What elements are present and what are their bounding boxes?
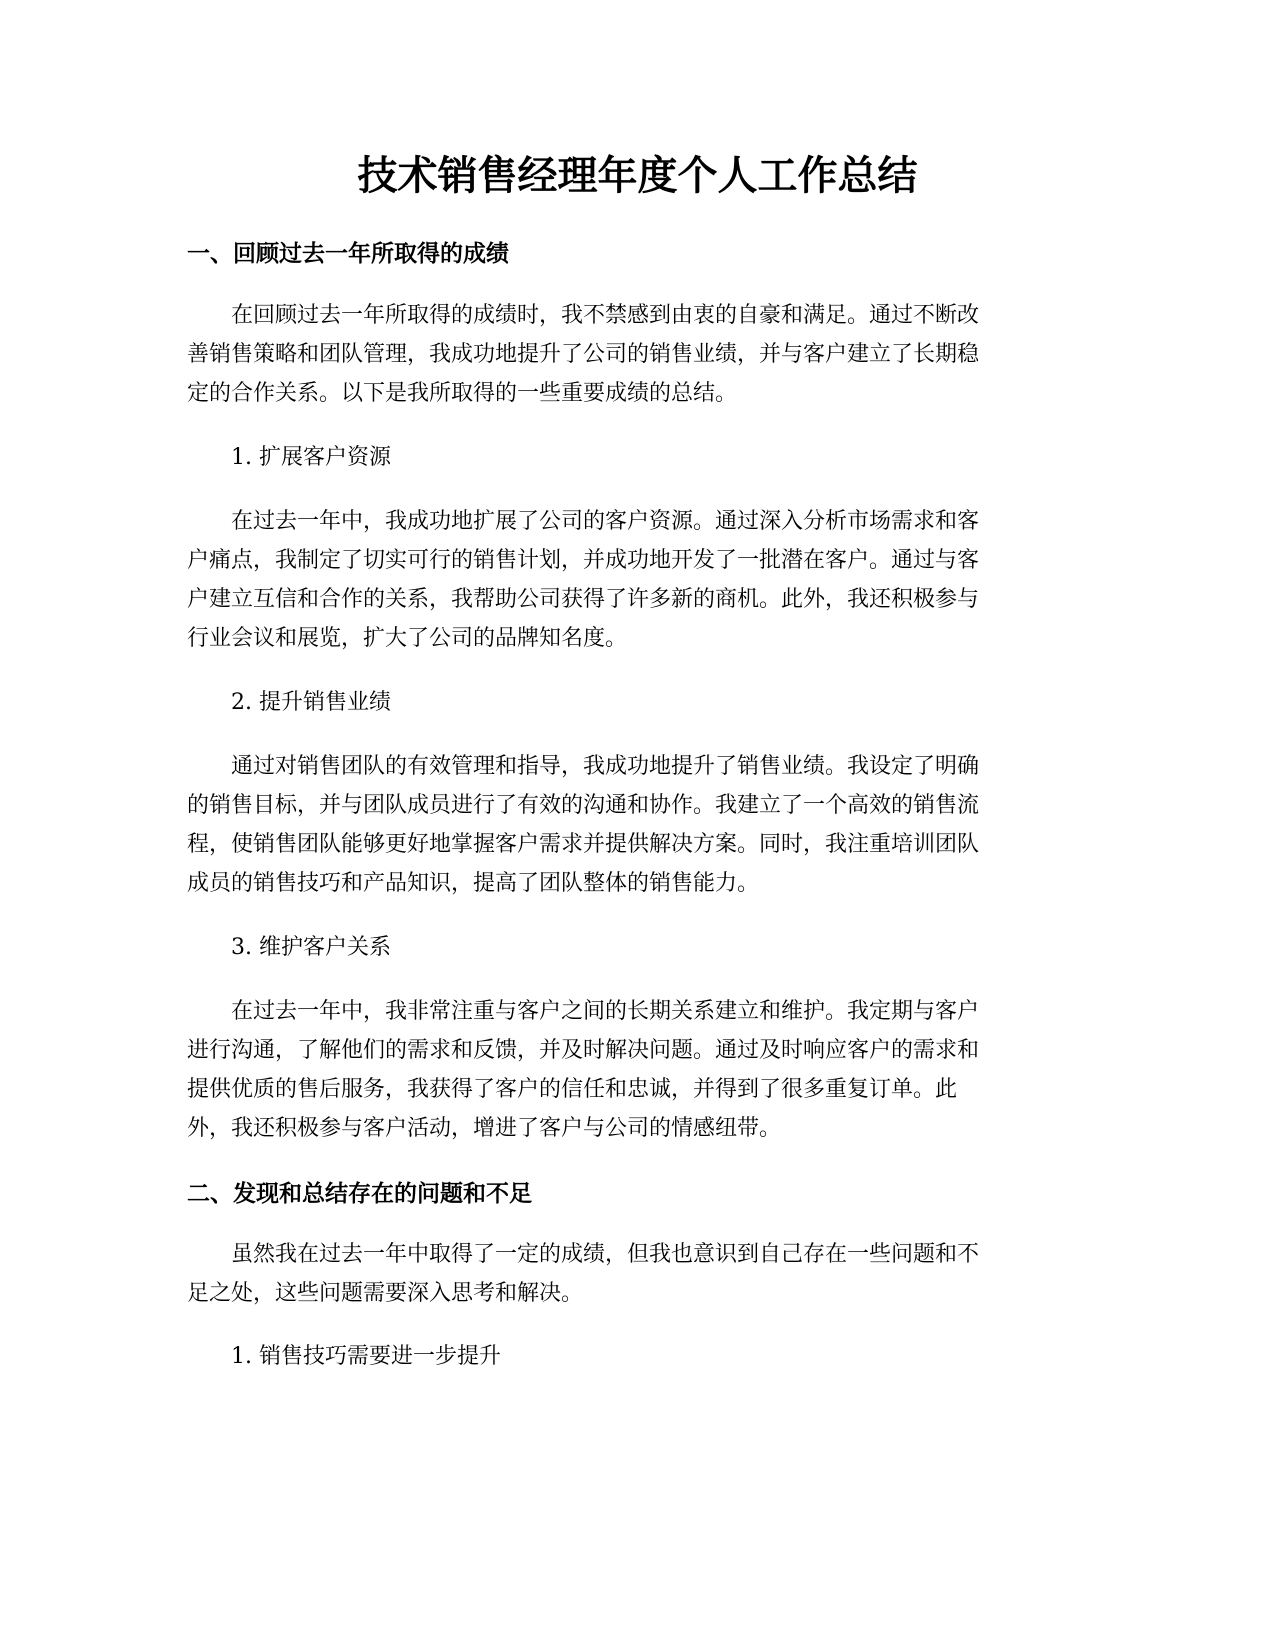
section-heading-1: 一、回顾过去一年所取得的成绩 — [187, 241, 509, 267]
paragraph-line: 虽然我在过去一年中取得了一定的成绩，但我也意识到自己存在一些问题和不 — [231, 1242, 980, 1267]
item-2-paragraph — [187, 747, 1087, 903]
paragraph-line: 在过去一年中，我非常注重与客户之间的长期关系建立和维护。我定期与客户 — [231, 999, 980, 1024]
section-2-intro-paragraph — [187, 1235, 1087, 1313]
document-title: 技术销售经理年度个人工作总结 — [357, 153, 918, 199]
paragraph-line: 行业会议和展览，扩大了公司的品牌知名度。 — [187, 626, 628, 651]
paragraph-line: 的销售目标，并与团队成员进行了有效的沟通和协作。我建立了一个高效的销售流 — [187, 793, 980, 818]
item-1-paragraph — [187, 502, 1087, 658]
paragraph-line: 在过去一年中，我成功地扩展了公司的客户资源。通过深入分析市场需求和客 — [231, 509, 980, 534]
list-item-title-2: 2. 提升销售业绩 — [231, 690, 391, 715]
paragraph-line: 外，我还积极参与客户活动，增进了客户与公司的情感纽带。 — [187, 1116, 782, 1141]
list-item-title-4: 1. 销售技巧需要进一步提升 — [231, 1344, 501, 1369]
item-3-paragraph — [187, 992, 1087, 1148]
paragraph-line: 通过对销售团队的有效管理和指导，我成功地提升了销售业绩。我设定了明确 — [231, 754, 980, 779]
section-heading-2: 二、发现和总结存在的问题和不足 — [187, 1181, 532, 1207]
paragraph-line: 善销售策略和团队管理，我成功地提升了公司的销售业绩，并与客户建立了长期稳 — [187, 342, 980, 367]
paragraph-line: 提供优质的售后服务，我获得了客户的信任和忠诚，并得到了很多重复订单。此 — [187, 1077, 958, 1102]
paragraph-line: 程，使销售团队能够更好地掌握客户需求并提供解决方案。同时，我注重培训团队 — [187, 832, 980, 857]
list-item-title-3: 3. 维护客户关系 — [231, 935, 391, 960]
list-item-title-1: 1. 扩展客户资源 — [231, 445, 391, 470]
paragraph-line: 足之处，这些问题需要深入思考和解决。 — [187, 1281, 584, 1306]
section-1-intro-paragraph — [187, 296, 1087, 413]
paragraph-line: 在回顾过去一年所取得的成绩时，我不禁感到由衷的自豪和满足。通过不断改 — [231, 303, 980, 328]
paragraph-line: 户建立互信和合作的关系，我帮助公司获得了许多新的商机。此外，我还积极参与 — [187, 587, 980, 612]
paragraph-line: 户痛点，我制定了切实可行的销售计划，并成功地开发了一批潜在客户。通过与客 — [187, 548, 980, 573]
paragraph-line: 进行沟通，了解他们的需求和反馈，并及时解决问题。通过及时响应客户的需求和 — [187, 1038, 980, 1063]
paragraph-line: 定的合作关系。以下是我所取得的一些重要成绩的总结。 — [187, 381, 738, 406]
paragraph-line: 成员的销售技巧和产品知识，提高了团队整体的销售能力。 — [187, 871, 760, 896]
